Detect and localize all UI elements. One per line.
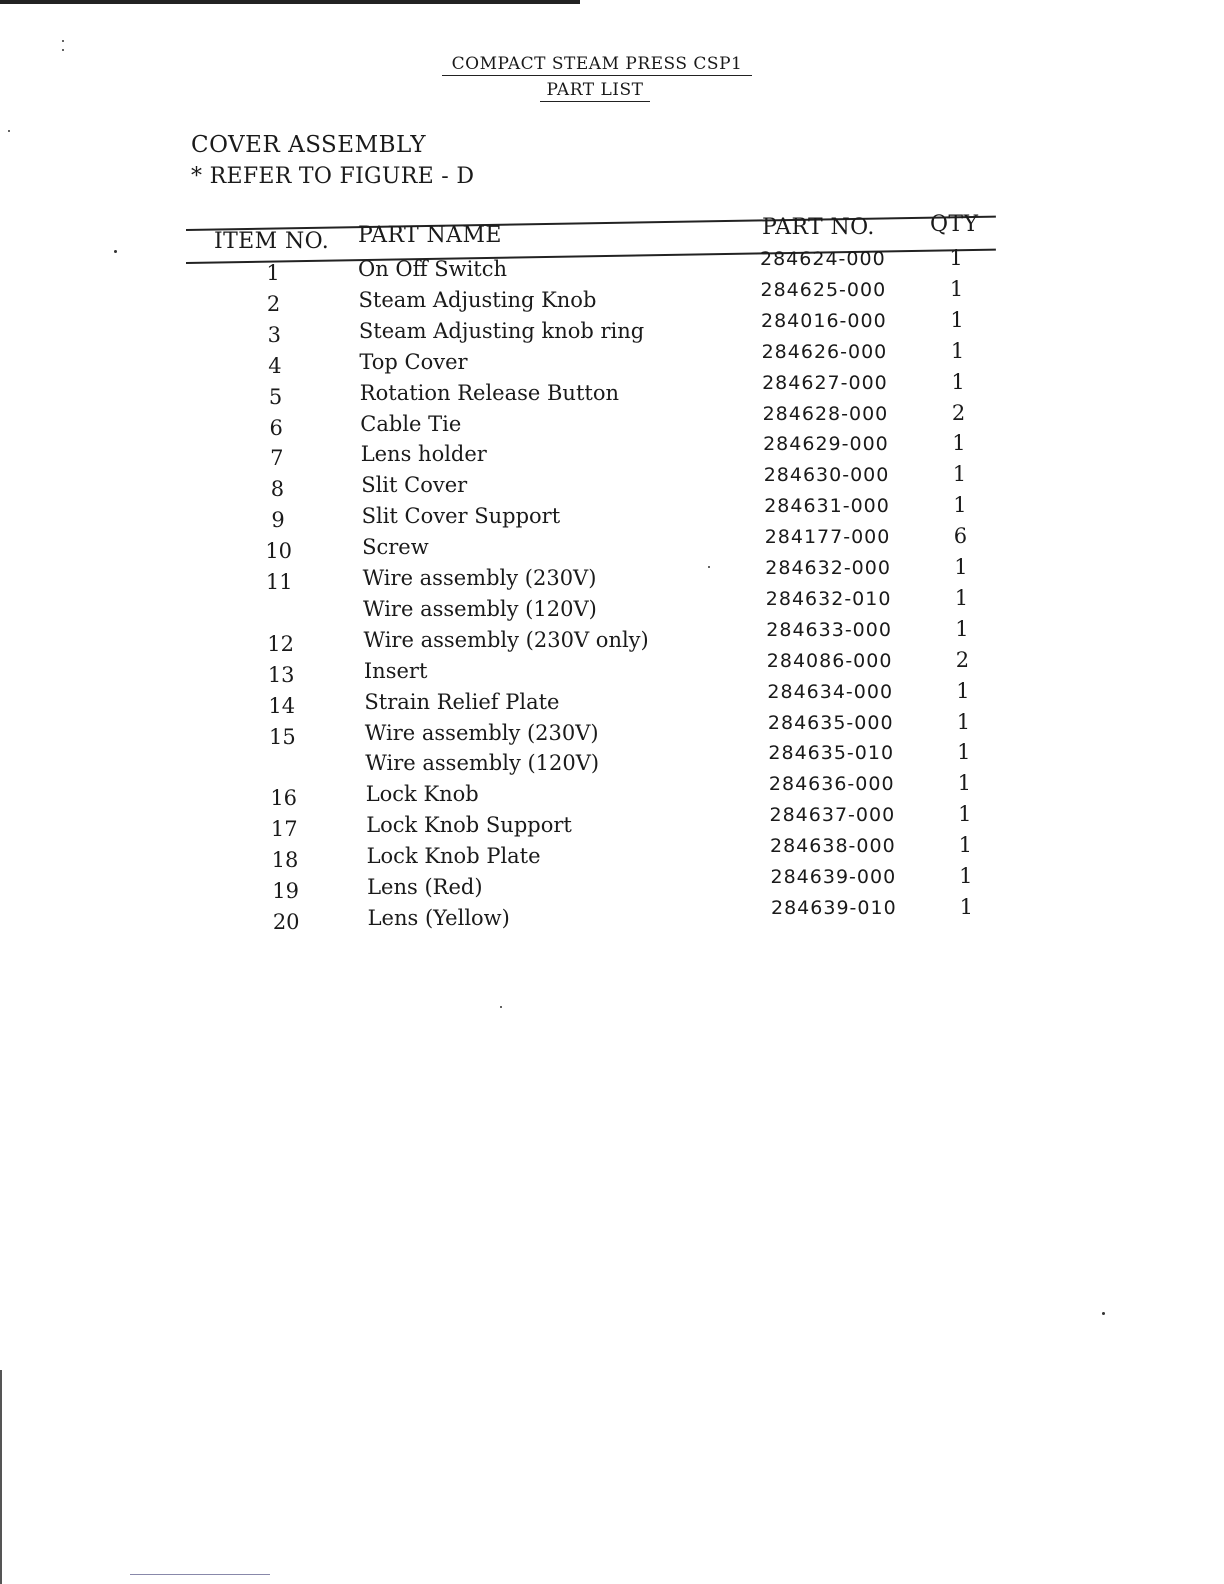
part-name: Lock Knob Support xyxy=(366,813,572,838)
part-number: 284627-000 xyxy=(762,371,888,394)
part-name: Steam Adjusting Knob xyxy=(358,287,597,312)
quantity: 1 xyxy=(951,369,965,394)
item-number: 16 xyxy=(270,786,298,811)
part-number: 284631-000 xyxy=(764,495,890,518)
item-number: 20 xyxy=(272,909,300,934)
part-name: Screw xyxy=(362,535,429,560)
item-number: 15 xyxy=(269,724,296,749)
part-name: Insert xyxy=(363,658,428,683)
quantity: 1 xyxy=(949,276,964,301)
part-name: Strain Relief Plate xyxy=(364,689,560,714)
item-number: 13 xyxy=(267,662,295,687)
quantity: 1 xyxy=(954,555,968,579)
document-subtitle: PART LIST xyxy=(540,80,650,102)
quantity: 1 xyxy=(957,771,971,796)
part-name: Lens holder xyxy=(360,442,487,467)
quantity: 6 xyxy=(953,524,968,549)
column-header-part-no: PART NO. xyxy=(762,215,875,240)
part-name: Lens (Red) xyxy=(367,875,483,899)
scan-speck xyxy=(114,250,117,253)
part-number: 284630-000 xyxy=(763,464,890,487)
quantity: 1 xyxy=(954,585,969,610)
column-header-part-name: PART NAME xyxy=(358,223,502,248)
part-number: 284635-010 xyxy=(768,742,895,765)
document-title: COMPACT STEAM PRESS CSP1 xyxy=(442,54,752,76)
part-number: 284633-000 xyxy=(766,618,892,641)
item-number: 1 xyxy=(266,261,280,285)
part-number: 284628-000 xyxy=(762,402,889,425)
quantity: 1 xyxy=(959,894,973,919)
quantity: 1 xyxy=(956,678,970,703)
item-number: 9 xyxy=(271,508,285,533)
column-header-item-no: ITEM NO. xyxy=(214,229,330,254)
item-number: 8 xyxy=(270,477,285,502)
item-number: 19 xyxy=(272,879,299,903)
scan-speck xyxy=(62,49,64,51)
part-name: Wire assembly (120V) xyxy=(365,751,600,776)
quantity: 1 xyxy=(957,740,971,765)
quantity: 1 xyxy=(958,802,972,827)
part-name: Wire assembly (230V) xyxy=(364,720,599,745)
quantity: 2 xyxy=(951,400,966,425)
part-name: Wire assembly (230V only) xyxy=(363,627,649,652)
part-number: 284624-000 xyxy=(760,248,886,270)
item-number: 14 xyxy=(268,693,296,718)
item-number: 2 xyxy=(266,291,281,316)
part-number: 284625-000 xyxy=(760,278,887,301)
part-number: 284636-000 xyxy=(768,773,895,796)
scan-speck xyxy=(708,566,710,568)
part-number: 284632-010 xyxy=(765,587,892,610)
part-name: Wire assembly (230V) xyxy=(362,566,597,590)
scan-speck xyxy=(1102,1312,1105,1315)
quantity: 1 xyxy=(959,864,973,888)
scan-bottom-edge xyxy=(130,1574,270,1575)
item-number: 6 xyxy=(269,415,283,440)
part-number: 284016-000 xyxy=(761,309,887,332)
part-number: 284177-000 xyxy=(764,526,891,549)
figure-reference-note: * REFER TO FIGURE - D xyxy=(191,164,475,189)
part-name: Lens (Yellow) xyxy=(367,905,510,930)
part-name: Slit Cover xyxy=(361,473,468,498)
column-header-qty: QTY xyxy=(930,212,979,237)
part-name: On Off Switch xyxy=(358,257,508,281)
part-number: 284639-010 xyxy=(771,896,897,919)
part-number: 284638-000 xyxy=(770,835,896,858)
quantity: 1 xyxy=(950,307,964,332)
part-name: Slit Cover Support xyxy=(361,504,561,529)
scan-speck xyxy=(500,1006,502,1008)
quantity: 1 xyxy=(950,338,965,363)
quantity: 1 xyxy=(949,246,963,270)
part-number: 284637-000 xyxy=(769,804,896,827)
quantity: 1 xyxy=(952,462,967,487)
item-number: 11 xyxy=(265,570,293,594)
item-number: 12 xyxy=(267,631,294,656)
quantity: 1 xyxy=(956,709,971,734)
item-number: 7 xyxy=(270,446,284,471)
part-number: 284635-000 xyxy=(767,711,894,734)
item-number: 17 xyxy=(270,817,298,842)
part-number: 284634-000 xyxy=(767,680,894,703)
item-number: 18 xyxy=(271,848,299,873)
part-name: Lock Knob Plate xyxy=(366,844,541,869)
section-title: COVER ASSEMBLY xyxy=(191,132,427,158)
scan-speck xyxy=(62,40,64,42)
part-name: Wire assembly (120V) xyxy=(363,596,597,621)
item-number: 5 xyxy=(268,384,283,409)
part-number: 284639-000 xyxy=(770,866,897,888)
item-number: 3 xyxy=(267,322,281,347)
part-name: Cable Tie xyxy=(360,411,462,436)
scan-speck xyxy=(8,130,10,132)
item-number: 10 xyxy=(265,539,293,564)
quantity: 1 xyxy=(952,431,966,456)
part-number: 284086-000 xyxy=(766,649,893,672)
part-number: 284626-000 xyxy=(761,340,888,363)
quantity: 2 xyxy=(955,647,970,672)
quantity: 1 xyxy=(958,833,972,858)
part-name: Top Cover xyxy=(359,349,468,374)
part-name: Rotation Release Button xyxy=(359,380,619,405)
item-number: 4 xyxy=(268,353,282,378)
scan-left-edge xyxy=(0,1370,2,1584)
part-number: 284629-000 xyxy=(763,433,889,456)
quantity: 1 xyxy=(953,493,967,518)
scan-top-edge xyxy=(0,0,580,4)
part-number: 284632-000 xyxy=(765,557,891,579)
part-name: Steam Adjusting knob ring xyxy=(358,318,645,343)
quantity: 1 xyxy=(955,616,969,641)
part-name: Lock Knob xyxy=(365,782,479,807)
